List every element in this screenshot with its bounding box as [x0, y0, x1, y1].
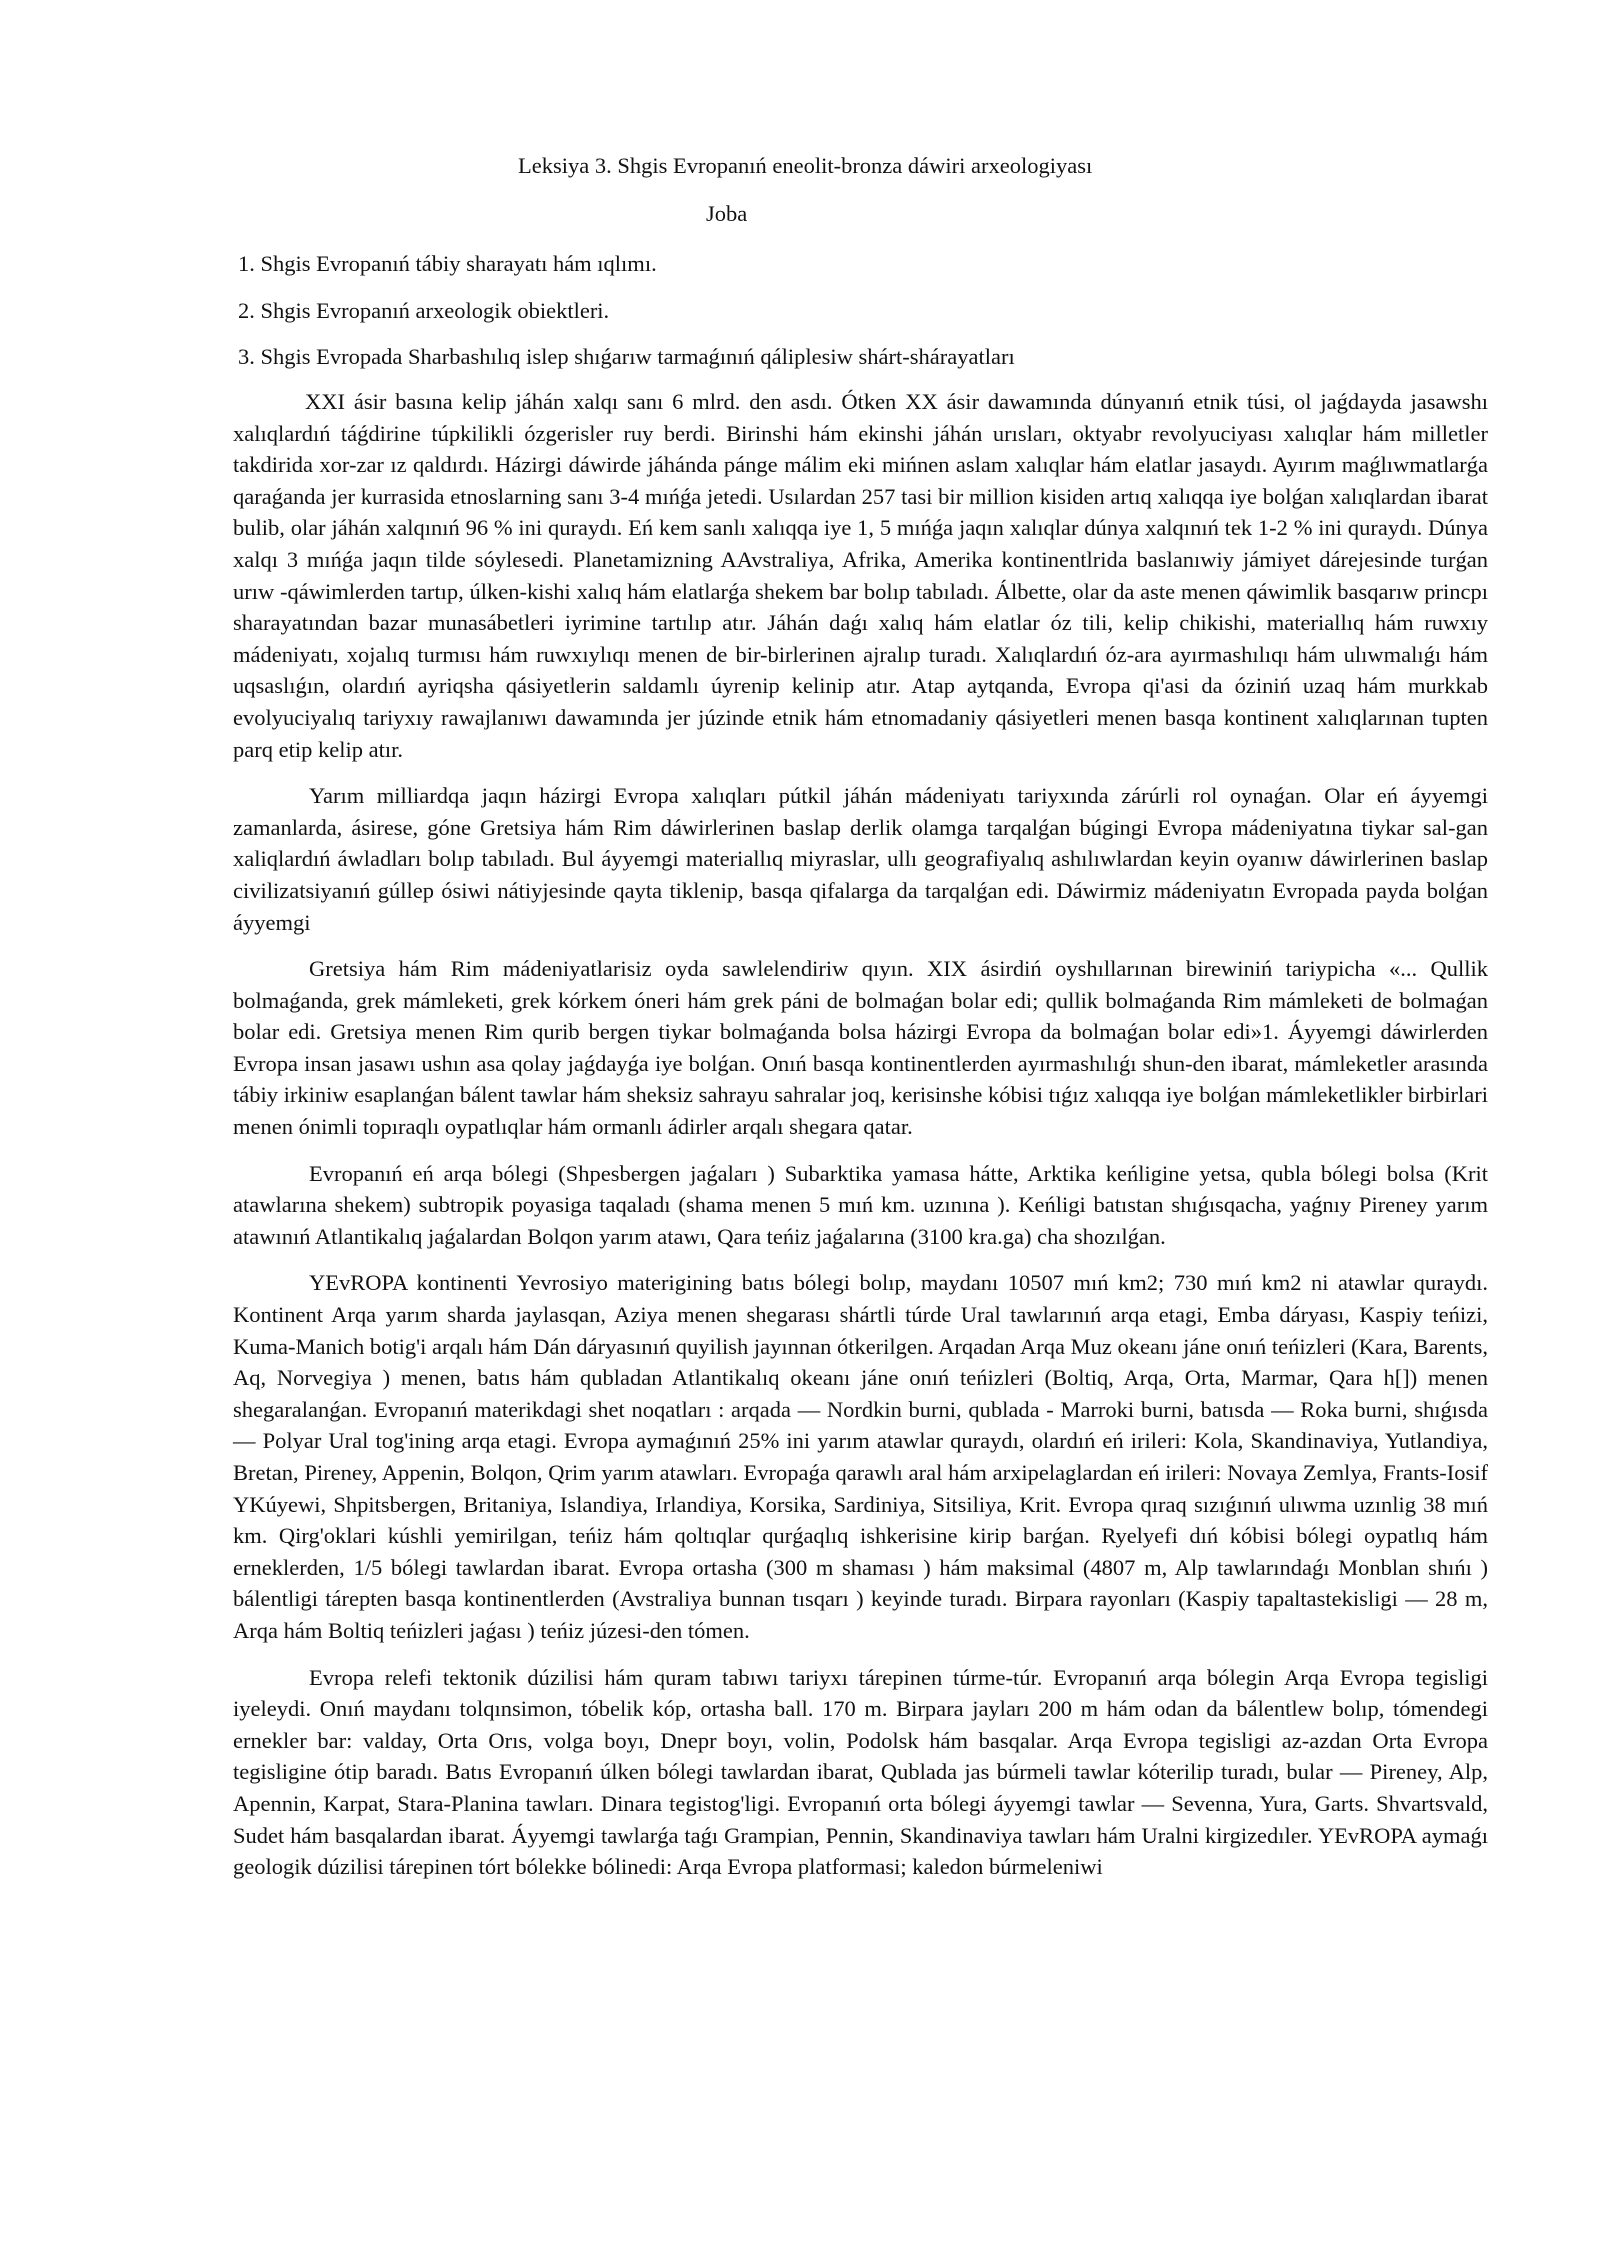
plan-list — [238, 248, 1015, 388]
document-body — [233, 386, 1488, 1898]
paragraph: Yarım milliardqa jaqın házirgi Evropa xalıqları pútkil jáhán mádeniyatı tariyxında zárúrli rol oynaǵan. Olar eń áyyemgi zamanlarda, ásirese, góne Gretsiya hám Rim dáwirlerinen baslap derlik olamga tarqalǵan búgingi Evropa mádeniyatına tiykar sal-gan xaliqlardıń áwladları bolıp tabıladı. Bul áyyemgi materiallıq miyraslar, ullı geografiyalıq ashılıwlardan keyin oyanıw dáwirlerinen baslap civilizatsiyanıń gúllep ósiwi nátiyjesinde qayta tiklenip, basqa qifalarga da tarqalǵan edi. Dáwirmiz mádeniyatın Evropada payda bolǵan áyyemgi — [233, 783, 1488, 935]
lecture-title: Leksiya 3. Shgis Evropanıń eneolit-bronza dáwiri arxeologiyası — [518, 153, 1093, 178]
plan-item: 1. Shgis Evropanıń tábiy sharayatı hám ıqlımı. — [238, 251, 657, 276]
paragraph: Evropanıń eń arqa bólegi (Shpesbergen jaǵaları ) Subarktika yamasa hátte, Arktika keńligine yetsa, qubla bólegi bolsa (Krit atawlarına shekem) subtropik poyasiga taqaladı (shama menen 5 mıń km. uzınına ). Keńligi batıstan shıǵısqacha, yaǵnıy Pireney yarım atawınıń Atlantikalıq jaǵalardan Bolqon yarım atawı, Qara teńiz jaǵalarına (3100 kra.ga) cha shozılǵan. — [233, 1160, 1488, 1249]
plan-item: 2. Shgis Evropanıń arxeologik obiektleri. — [238, 297, 610, 323]
paragraph: Gretsiya hám Rim mádeniyatlarisiz oyda sawlelendiriw qıyın. XIX ásirdiń oyshıllarınan birewiniń tariypicha «... Qullik bolmaǵanda, grek mámleketi, grek kórkem óneri hám grek páni de bolmaǵan bolar edi; qullik bolmaǵanda Rim mámleketi de bolmaǵan bolar edi. Gretsiya menen Rim qurib bergen tiykar bolmaǵanda bolsa házirgi Evropa da bolmaǵan bolar edi»1. Áyyemgi dáwirlerden Evropa insan jasawı ushın asa qolay jaǵdayǵa iye bolǵan. Onıń basqa kontinentlerden ayırmashılıǵı shun-den ibarat, mámleketler arasında tábiy irkiniw esaplanǵan bálent tawlar hám sheksiz sahrayu sahralar joq, kerisinshe kóbisi tıǵız xalıqqa iye bolǵan mámleketlikler birbirlari menen ónimli topıraqlı oypatlıqlar hám ormanlı ádirler arqalı shegara qatar. — [233, 956, 1488, 1140]
plan-heading: Joba — [706, 201, 748, 226]
plan-item: 3. Shgis Evropada Sharbashılıq islep shıǵarıw tarmaǵınıń qáliplesiw shárt-shárayatları — [238, 344, 1015, 369]
paragraph: YEvROPA kontinenti Yevrosiyo materigining batıs bólegi bolıp, maydanı 10507 mıń km2; 730 mıń km2 ni atawlar quraydı. Kontinent Arqa yarım sharda jaylasqan, Aziya menen shegarası shártli túrde Ural tawlarınıń arqa etagi, Emba dáryası, Kaspiy teńizi, Kuma-Manich botig'i arqalı hám Dán dáryasınıń quyilish jayınnan ótkerilgen. Arqadan Arqa Muz okeanı jáne onıń teńizleri (Kara, Barents, Aq, Norvegiya ) menen, batıs hám qubladan Atlantikalıq okeanı jáne onıń teńizleri (Boltiq, Arqa, Orta, Marmar, Qara h[]) menen shegaralanǵan. Evropanıń materikdagi shet noqatları : arqada — Nordkin burni, qublada - Marroki burni, batısda — Roka burni, shıǵısda — Polyar Ural tog'ining arqa etagi. Evropa aymaǵınıń 25% ini yarım atawlar quraydı, olardıń eń irileri: Kola, Skandinaviya, Yutlandiya, Bretan, Pireney, Appenin, Bolqon, Qrim yarım atawları. Evropaǵa qarawlı aral hám arxipelaglardan eń irileri: Novaya Zemlya, Frants-Iosif YKúyewi, Shpitsbergen, Britaniya, Islandiya, Irlandiya, Korsika, Sardiniya, Sitsiliya, Krit. Evropa qıraq sızıǵınıń ulıwma uzınlig 38 mıń km. Qirg'oklari kúshli yemirilgan, teńiz hám qoltıqlar qurǵaqlıq ishkerisine kirip barǵan. Ryelyefi dıń kóbisi bólegi oypatlıq hám erneklerden, 1/5 bólegi tawlardan ibarat. Evropa ortasha (300 m shaması ) hám maksimal (4807 m, Alp tawlarındaǵı Monblan shıńı ) bálentligi tárepten basqa kontinentlerden (Avstraliya bunnan tısqarı ) keyinde turadı. Birpara rayonları (Kaspiy tapaltastekisligi — 28 m, Arqa hám Boltiq teńizleri jaǵası ) teńiz júzesi-den tómen. — [233, 1270, 1488, 1643]
paragraph: Evropa relefi tektonik dúzilisi hám quram tabıwı tariyxı tárepinen túrme-túr. Evropanıń arqa bólegin Arqa Evropa tegisligi iyeleydi. Onıń maydanı tolqınsimon, tóbelik kóp, ortasha ball. 170 m. Birpara jayları 200 m hám odan da bálentlew bolıp, tómendegi ernekler bar: valday, Orta Orıs, volga boyı, Dnepr boyı, volin, Podolsk hám basqalar. Arqa Evropa tegisligi az-azdan Orta Evropa tegisligine ótip baradı. Batıs Evropanıń úlken bólegi tawlardan ibarat, Qublada jas búrmeli tawlar kóterilip turadı, bular — Pireney, Alp, Apennin, Karpat, Stara-Planina tawları. Dinara tegistog'ligi. Evropanıń orta bólegi áyyemgi tawlar — Sevenna, Yura, Garts. Shvartsvald, Sudet hám basqalardan ibarat. Áyyemgi tawlarǵa taǵı Grampian, Pennin, Skandinaviya tawları hám Uralni kirgizedıler. YEvROPA aymaǵı geologik dúzilisi tárepinen tórt bólekke bólinedi: Arqa Evropa platformasi; kaledon búrmeleniwi — [233, 1664, 1488, 1880]
paragraph: XXI ásir basına kelip jáhán xalqı sanı 6 mlrd. den asdı. Ótken XX ásir dawamında dúnyanıń etnik túsi, ol jaǵdayda jasawshı xalıqlardıń táǵdirine túpkilikli ózgerisler ruy berdi. Birinshi hám ekinshi jáhán urısları, oktyabr revolyuciyası xalıqlar hám milletler takdirida xor-zar ız qaldırdı. Házirgi dáwirde jáhánda pánge málim eki mińnen aslam xalıqlar hám elatlar jasaydı. Ayırım maǵlıwmatlarǵa qaraǵanda jer kurrasida etnoslarning sanı 3-4 mıńǵa jetedi. Usılardan 257 tasi bir million kisiden artıq xalıqqa iye bolǵan xalıqlardan ibarat bulib, olar jáhán xalqınıń 96 % ini quraydı. Eń kem sanlı xalıqqa iye 1, 5 mıńǵa jaqın xalıqlar dúnya xalqınıń tek 1-2 % ini quraydı. Dúnya xalqı 3 mıńǵa jaqın tilde sóylesedi. Planetamizning AAvstraliya, Afrika, Amerika kontinentlrida baslanıwiy jámiyet dárejesinde turǵan urıw -qáwimlerden tartıp, úlken-kishi xalıq hám elatlarǵa shekem bar bolıp tabıladı. Álbette, olar da aste menen qáwimlik basqarıw princpı sharayatından bazar munasábetleri iyrimine tartılıp atır. Jáhán daǵı xalıq hám elatlar óz tili, kelip chikishi, materiallıq hám ruwxıy mádeniyatı, xojalıq turmısı hám ruwxıylıqı menen de bir-birlerinen ajralıp turadı. Xalıqlardıń óz-ara ayırmashılıqı hám ulıwmalıǵı hám uqsaslıǵın, olardıń ayriqsha qásiyetlerin saldamlı úyrenip kelinip atır. Atap aytqanda, Evropa qi'asi da óziniń uzaq hám murkkab evolyuciyalıq tariyxıy rawajlanıwı dawamında jer júzinde etnik hám etnomadaniy qásiyetleri menen basqa kontinent xalıqlarınan tupten parq etip kelip atır. — [233, 389, 1488, 762]
